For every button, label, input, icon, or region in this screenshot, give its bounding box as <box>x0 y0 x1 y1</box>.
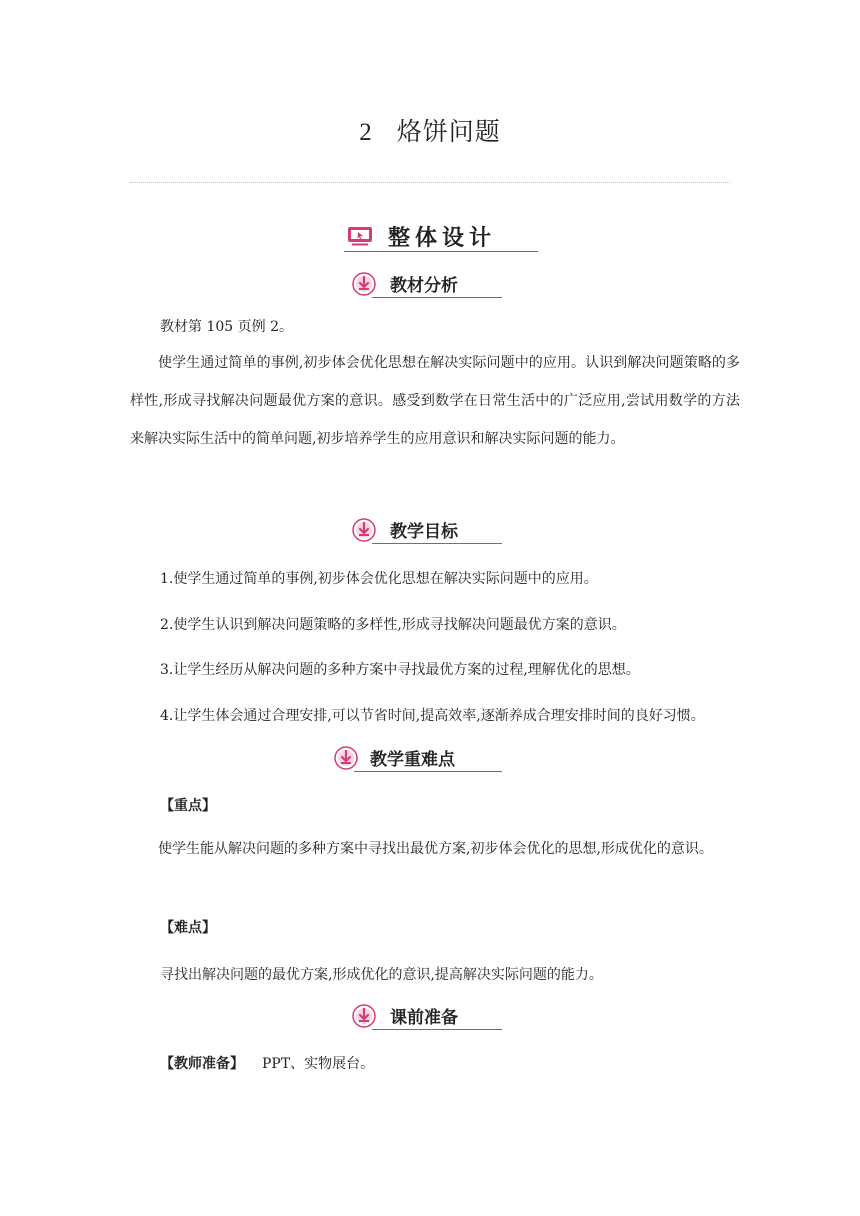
key-label: 【重点】 <box>160 798 216 814</box>
title-text: 烙饼问题 <box>396 117 501 146</box>
goal-item: 1.使学生通过简单的事例,初步体会优化思想在解决实际问题中的应用。 <box>160 571 598 587</box>
monitor-icon <box>347 226 373 246</box>
goals-heading-label: 教学目标 <box>390 522 458 542</box>
keypoints-heading-label: 教学重难点 <box>370 750 455 770</box>
analysis-paragraph: 使学生通过简单的事例,初步体会优化思想在解决实际问题中的应用。认识到解决问题策略的多样性,形成寻找解决问题最优方案的意识。感受到数学在日常生活中的广泛应用,尝试用数学的方法来解决实际生活中的简单问题,初步培养学生的应用意识和解决实际问题的能力。 <box>130 355 740 447</box>
page-title <box>0 112 860 148</box>
textbook-reference: 教材第 105 页例 2。 <box>160 319 293 335</box>
goals-heading-underline <box>372 543 502 544</box>
keypoints-heading <box>332 744 502 772</box>
teacher-prep <box>160 1053 374 1073</box>
download-arrow-icon <box>334 746 358 770</box>
analysis-heading-label: 教材分析 <box>390 276 458 296</box>
teacher-prep-label: 【教师准备】 <box>160 1056 244 1072</box>
goal-item: 2.使学生认识到解决问题策略的多样性,形成寻找解决问题最优方案的意识。 <box>160 617 626 633</box>
analysis-heading <box>350 270 502 298</box>
difficult-label: 【难点】 <box>160 920 216 936</box>
title-number: 2 <box>359 119 373 146</box>
goal-item: 4.让学生体会通过合理安排,可以节省时间,提高效率,逐渐养成合理安排时间的良好习惯。 <box>160 708 705 724</box>
prep-heading-underline <box>372 1029 502 1030</box>
teacher-prep-text: PPT、实物展台。 <box>262 1056 375 1072</box>
key-text: 使学生能从解决问题的多种方案中寻找出最优方案,初步体会优化的思想,形成优化的意识。 <box>158 841 713 857</box>
download-arrow-icon <box>352 272 376 296</box>
goal-item: 3.让学生经历从解决问题的多种方案中寻找最优方案的过程,理解优化的思想。 <box>160 662 640 678</box>
section-heading <box>344 222 538 252</box>
difficult-text: 寻找出解决问题的最优方案,形成优化的意识,提高解决实际问题的能力。 <box>160 967 603 983</box>
section-heading-label: 整体设计 <box>388 226 497 251</box>
prep-heading-label: 课前准备 <box>390 1008 458 1028</box>
analysis-heading-underline <box>372 297 502 298</box>
title-divider <box>130 182 730 183</box>
download-arrow-icon <box>352 1004 376 1028</box>
section-heading-underline <box>344 251 538 252</box>
download-arrow-icon <box>352 518 376 542</box>
prep-heading <box>350 1002 502 1030</box>
keypoints-heading-underline <box>354 771 502 772</box>
goals-heading <box>350 516 502 544</box>
